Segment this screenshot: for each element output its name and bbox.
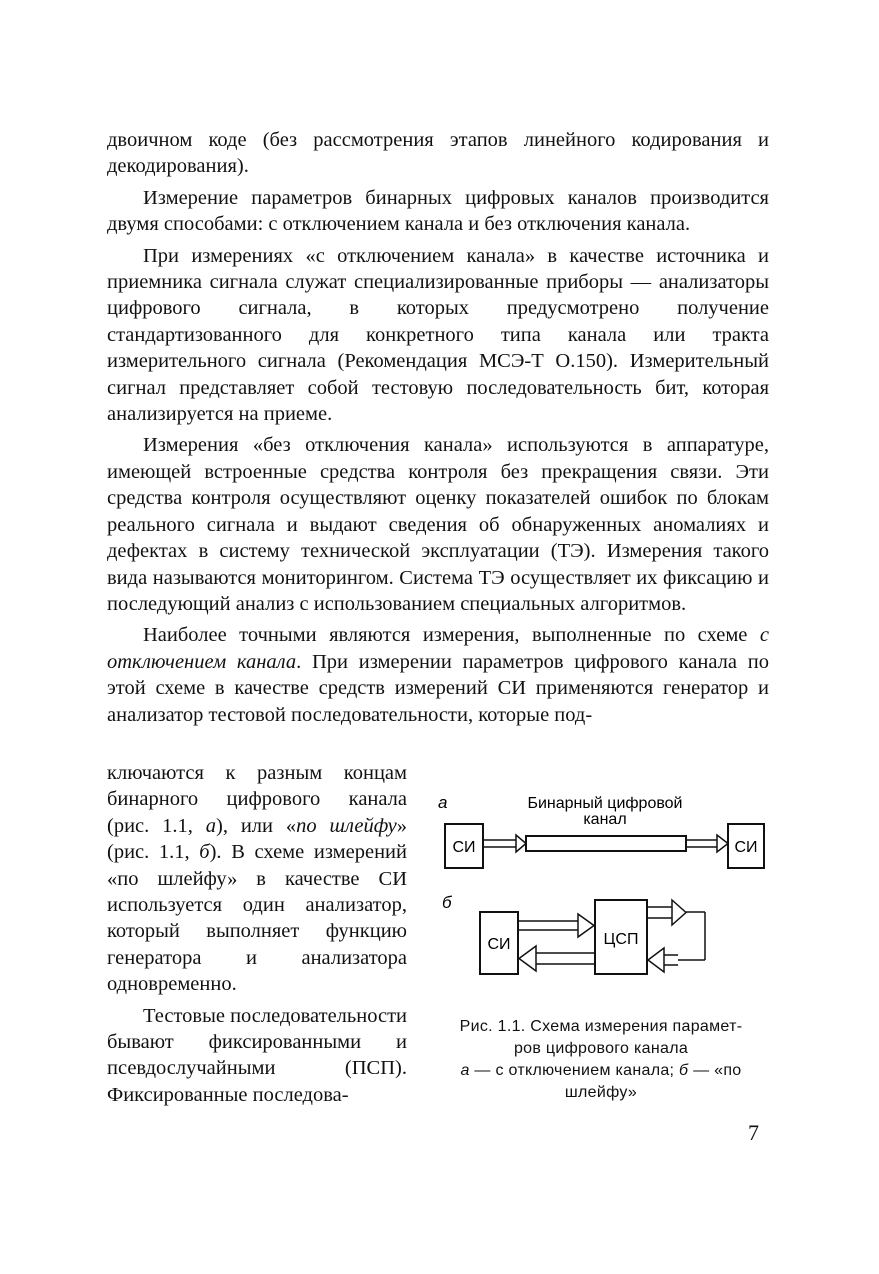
binary-channel-bar <box>526 836 686 851</box>
caption-line-1: Рис. 1.1. Схема измерения парамет- <box>459 1018 743 1035</box>
loop-out-head <box>672 900 686 925</box>
narrow-text-block <box>107 760 407 1113</box>
arrow-a-left-head <box>516 835 526 852</box>
caption-text-b: — с отключением канала; <box>469 1062 680 1079</box>
caption-text-d: — «по <box>688 1062 742 1079</box>
paragraph-1: двоичном коде (без рассмотрения этапов линейного кодирования и декодирования). <box>107 129 769 178</box>
channel-label-line2: канал <box>583 811 627 828</box>
paragraph-3: При измерениях «с отключением канала» в качестве источника и приемника сигнала служат специализированные приборы — анализаторы цифрового сигнала, в которых предусмотрено получение стандартизованного для конкретного типа канала или тракта измерительного сигнала (Рекомендация МСЭ-Т О.150). Измерительный сигнал представляет собой тестовую последовательность бит, которая анализируется на приеме. <box>107 244 769 426</box>
figure-label-b: б <box>442 893 452 912</box>
p6-italic-a: а <box>205 814 217 837</box>
p6-text-c: ), или « <box>216 814 297 837</box>
page-number: 7 <box>748 1120 759 1145</box>
paragraph-2: Измерение параметров бинарных цифровых каналов производится двумя способами: с отключением канала и без отключения канала. <box>107 186 769 236</box>
paragraph-7: Тестовые последовательности бывают фиксированными и псевдослучайными (ПСП). Фиксированные последова- <box>107 1004 408 1106</box>
si-right-label: СИ <box>734 839 758 856</box>
paragraph-5 <box>107 622 769 728</box>
si-b-label: СИ <box>487 936 511 953</box>
figure-caption <box>426 1016 776 1104</box>
arrow-a-right-head <box>717 835 728 852</box>
caption-italic-a: а <box>460 1062 470 1079</box>
p6-italic-b: б <box>199 841 210 864</box>
p6-text-g: ). В схеме измерений «по шлейфу» в качестве СИ используется один анализатор, который выполняет функцию генератора и анализатора одновременно. <box>107 841 407 996</box>
csp-label: ЦСП <box>603 931 639 948</box>
paragraph-5-part1: Наиболее точными являются измерения, выполненные по схеме <box>143 624 760 647</box>
caption-line-4: шлейфу» <box>564 1084 638 1101</box>
figure-label-a: а <box>438 793 448 812</box>
paragraph-5-part2: . При измерении параметров цифрового канала по этой схеме в качестве средств измерений СИ применяются генератор и анализатор тестовой последовательности, которые под- <box>107 650 769 726</box>
caption-line-2: ров цифрового канала <box>513 1040 689 1057</box>
loop-in-head <box>648 948 664 972</box>
p6-text-a: ключаются к разным концам бинарного цифрового канала (рис. 1.1, <box>107 762 407 837</box>
paragraph-5-italic: с отключением канала <box>107 624 769 673</box>
channel-label-line1: Бинарный цифровой <box>527 795 683 812</box>
arrow-b-forward-head <box>578 914 594 937</box>
main-text-block <box>107 127 769 733</box>
paragraph-6 <box>107 760 407 998</box>
paragraph-4: Измерения «без отключения канала» используются в аппаратуре, имеющей встроенные средства контроля без прекращения связи. Эти средства контроля осуществляют оценку показателей ошибок по блокам реального сигнала и выдают сведения об обнаруженных аномалиях и дефектах в систему технической эксплуатации (ТЭ). Измерения такого вида называются мониторингом. Система ТЭ осуществляет их фиксацию и последующий анализ с использованием специальных алгоритмов. <box>107 434 769 615</box>
p6-text-e: » (рис. 1.1, <box>107 814 408 864</box>
caption-line-3 <box>426 1060 776 1082</box>
arrow-b-back-head <box>519 946 536 971</box>
caption-italic-b: б <box>679 1062 689 1079</box>
si-left-label: СИ <box>452 839 476 856</box>
p6-italic-loop: по шлейфу <box>296 814 397 837</box>
